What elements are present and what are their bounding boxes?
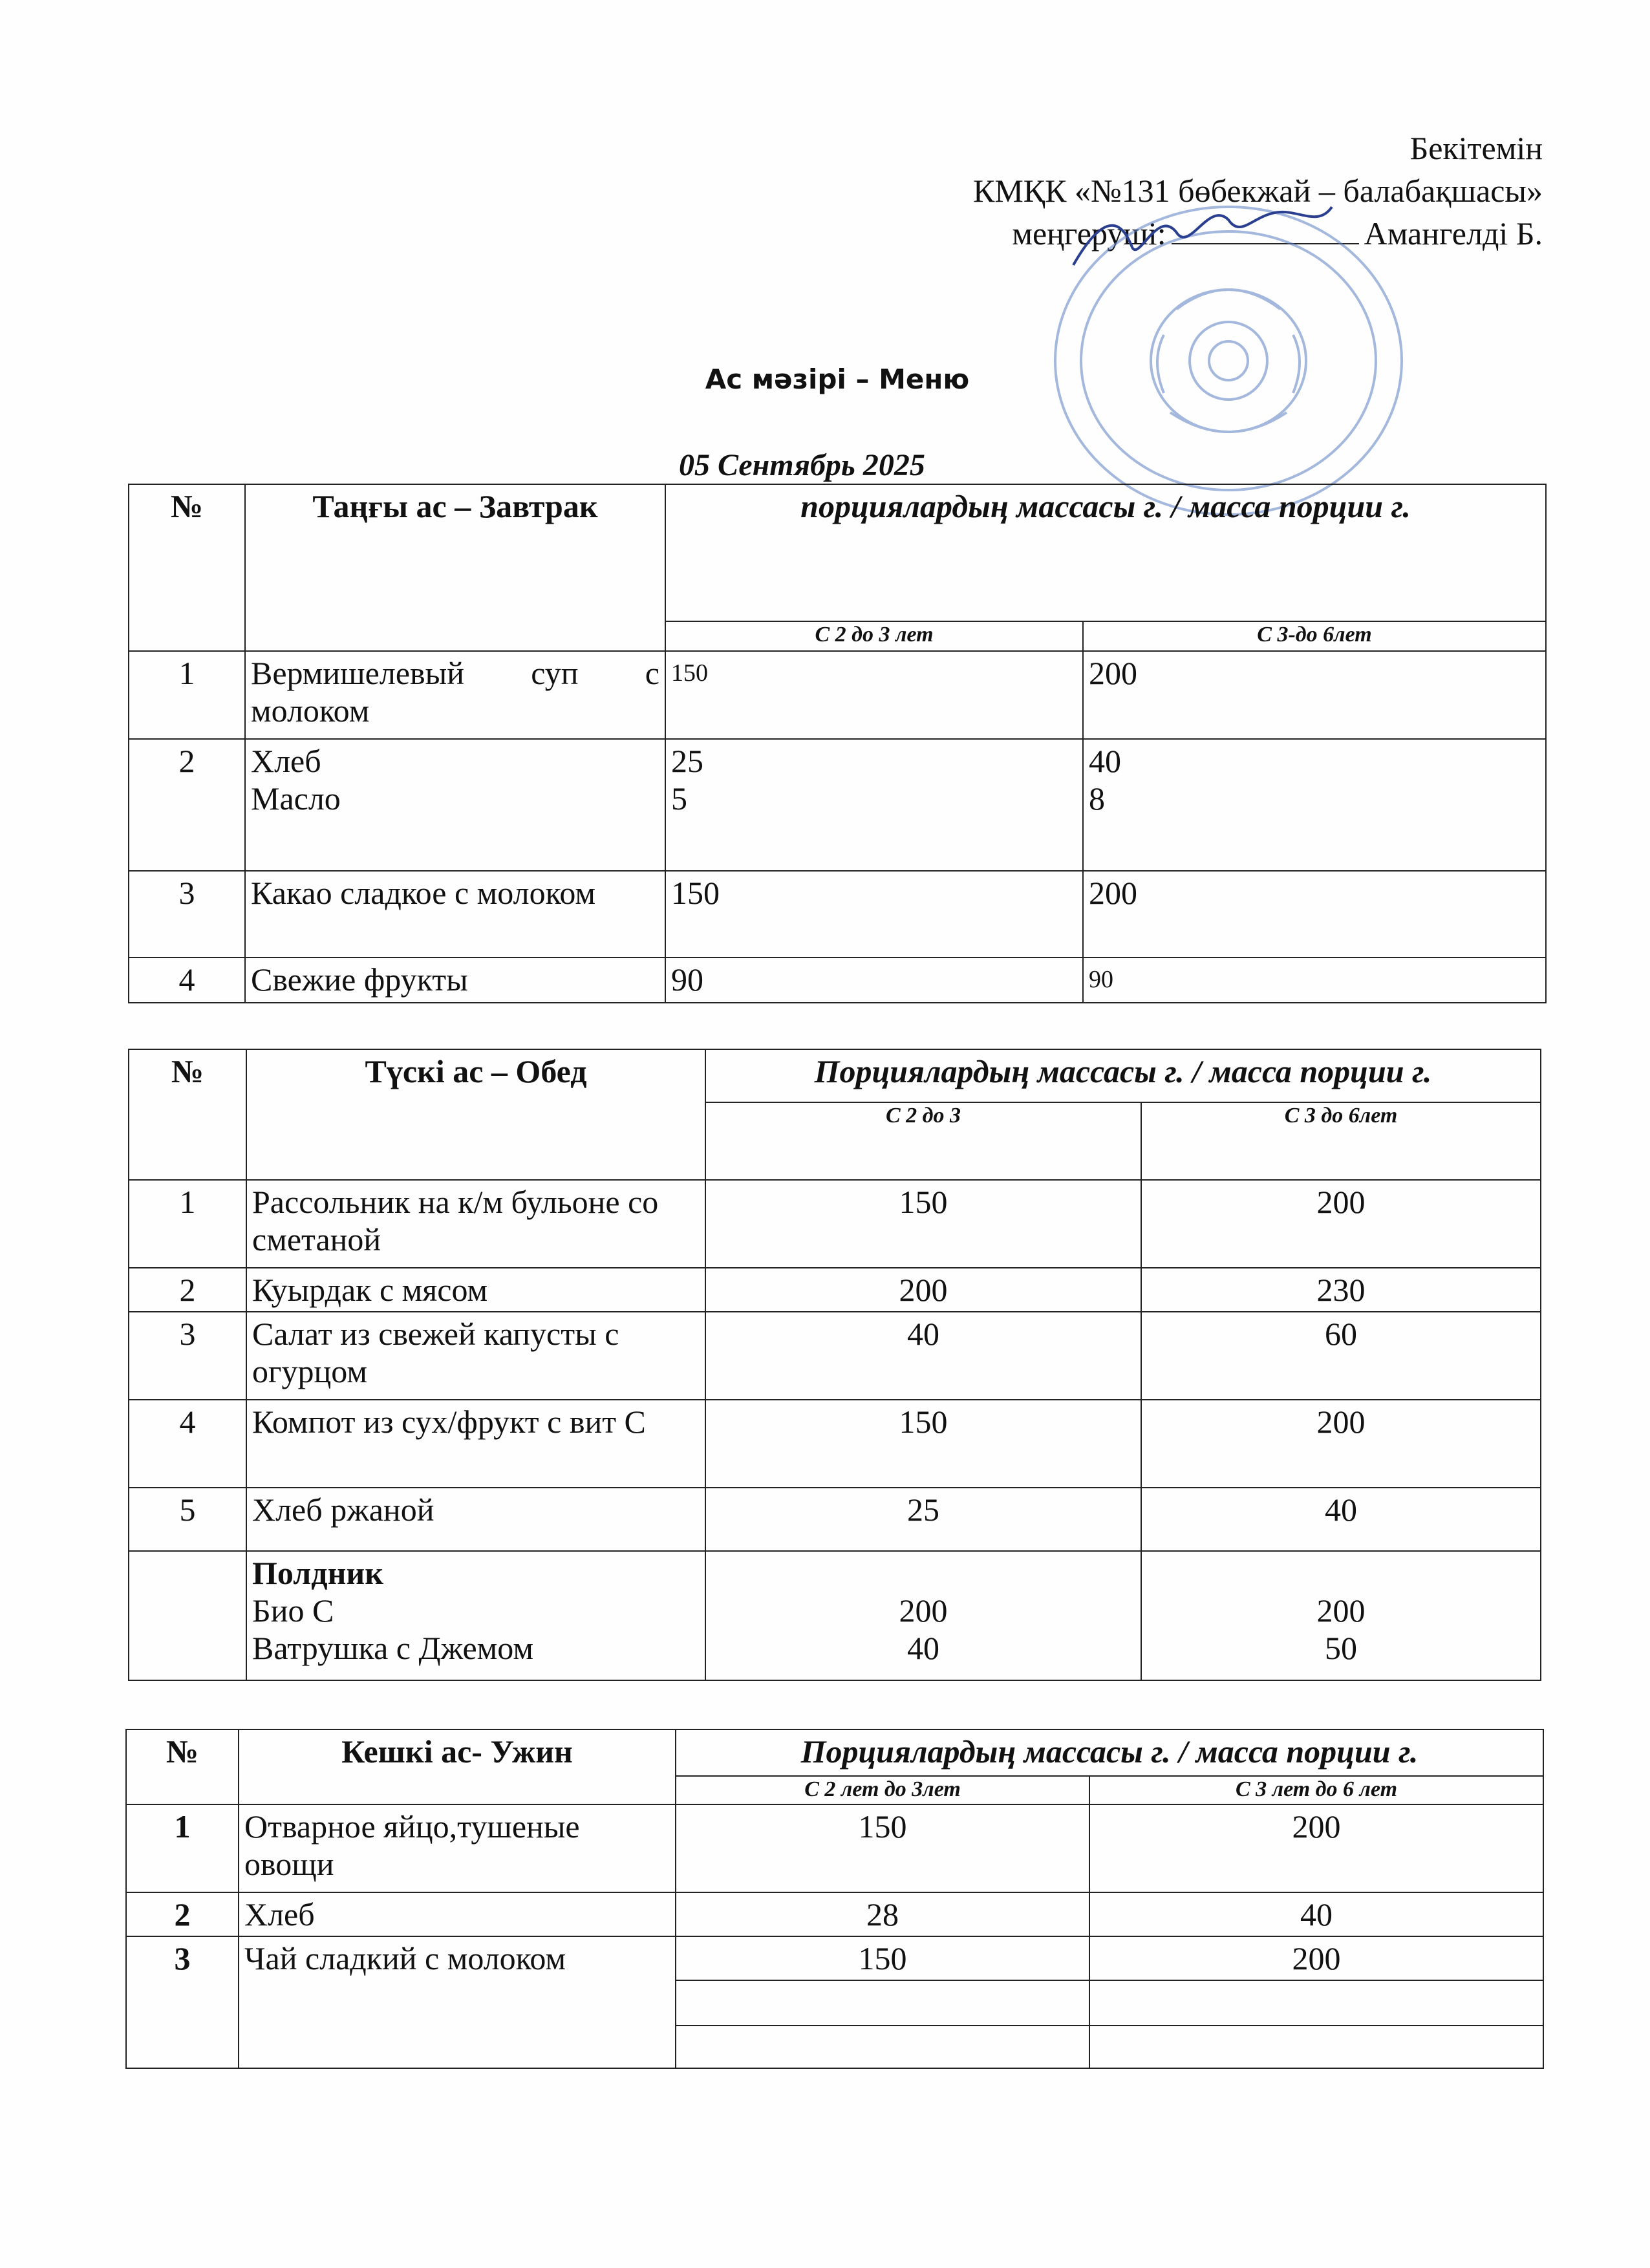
breakfast-header-row (129, 484, 1546, 621)
row-number: 2 (126, 1892, 239, 1936)
portion-age1: 40 (705, 1312, 1141, 1400)
age-group-2: С 3 лет до 6 лет (1089, 1776, 1543, 1804)
portion-age1: 150 (705, 1180, 1141, 1268)
row-number: 4 (129, 1400, 246, 1488)
dish-name: Отварное яйцо,тушеные овощи (239, 1804, 676, 1892)
snack-title: Полдник (252, 1555, 384, 1591)
dish-name: Вермишелевый суп с молоком (245, 651, 665, 739)
age-group-1: С 2 лет до 3лет (676, 1776, 1089, 1804)
col-mass-header: Порциялардың массасы г. / масса порции г. (705, 1049, 1541, 1102)
portion-age2: 90 (1083, 957, 1546, 1003)
table-row (129, 1400, 1541, 1488)
dish-name: Свежие фрукты (245, 957, 665, 1003)
row-number: 3 (126, 1936, 239, 2068)
portion-age1: 28 (676, 1892, 1089, 1936)
col-meal-header: Таңғы ас – Завтрак (245, 484, 665, 651)
table-row (129, 957, 1546, 1003)
empty-cell (676, 2026, 1089, 2068)
empty-cell (1089, 2026, 1543, 2068)
table-row (129, 739, 1546, 871)
document-title: Ас мәзірі – Меню (705, 363, 970, 395)
portion-age2: 200 (1089, 1804, 1543, 1892)
col-number-header: № (129, 1049, 246, 1180)
approval-line-2: КМҚК «№131 бөбекжай – балабақшасы» (972, 173, 1543, 209)
dish-name: Чай сладкий с молоком (239, 1936, 676, 2068)
dish-name: Рассольник на к/м бульоне со сметаной (246, 1180, 705, 1268)
portion-age2: 60 (1141, 1312, 1541, 1400)
row-number: 3 (129, 871, 245, 957)
row-number: 1 (129, 651, 245, 739)
row-number: 1 (126, 1804, 239, 1892)
approval-position: меңгеруші: (1012, 215, 1166, 251)
snack-cell (246, 1551, 705, 1680)
approval-line-1: Бекітемін (1409, 130, 1543, 166)
dinner-header-row (126, 1729, 1543, 1776)
age-group-1: С 2 до 3 (705, 1102, 1141, 1180)
portion-age1: 150 (665, 651, 1083, 739)
col-meal-header: Түскі ас – Обед (246, 1049, 705, 1180)
portion-age1: 150 (705, 1400, 1141, 1488)
signature (1060, 194, 1338, 278)
portion-age1: 200 40 (705, 1551, 1141, 1680)
portion-age1: 25 5 (665, 739, 1083, 871)
dish-name: Хлеб (239, 1892, 676, 1936)
table-row (126, 1892, 1543, 1936)
row-number: 2 (129, 1268, 246, 1312)
table-row (129, 651, 1546, 739)
portion-age2: 40 8 (1083, 739, 1546, 871)
lunch-table (128, 1049, 1541, 1681)
dish-name: Хлеб ржаной (246, 1488, 705, 1551)
age-group-2: С 3 до 6лет (1141, 1102, 1541, 1180)
portion-age2: 200 (1141, 1180, 1541, 1268)
table-row (129, 1180, 1541, 1268)
table-row (129, 1268, 1541, 1312)
dish-name: Хлеб Масло (245, 739, 665, 871)
portion-age1: 25 (705, 1488, 1141, 1551)
snack-number-cell (129, 1551, 246, 1680)
row-number: 5 (129, 1488, 246, 1551)
dish-name: Куырдак с мясом (246, 1268, 705, 1312)
col-number-header: № (126, 1729, 239, 1804)
col-mass-header: порциялардың массасы г. / масса порции г. (665, 484, 1546, 621)
age-group-1: С 2 до 3 лет (665, 621, 1083, 651)
portion-age1: 90 (665, 957, 1083, 1003)
portion-age1: 200 (705, 1268, 1141, 1312)
col-mass-header: Порциялардың массасы г. / масса порции г. (676, 1729, 1543, 1776)
portion-age2: 230 (1141, 1268, 1541, 1312)
row-number: 1 (129, 1180, 246, 1268)
portion-age1: 150 (676, 1804, 1089, 1892)
snack-row (129, 1551, 1541, 1680)
portion-age2: 200 (1141, 1400, 1541, 1488)
portion-age2: 200 (1083, 871, 1546, 957)
portion-age2: 200 (1083, 651, 1546, 739)
table-row (126, 1936, 1543, 1980)
snack-items: Био С Ватрушка с Джемом (252, 1592, 533, 1666)
table-row (129, 1488, 1541, 1551)
row-number: 3 (129, 1312, 246, 1400)
row-number: 2 (129, 739, 245, 871)
dish-name: Компот из сух/фрукт с вит С (246, 1400, 705, 1488)
table-row (126, 1804, 1543, 1892)
portion-age1: 150 (665, 871, 1083, 957)
empty-cell (676, 1980, 1089, 2026)
empty-cell (1089, 1980, 1543, 2026)
table-row (129, 871, 1546, 957)
approval-name: Амангелді Б. (1364, 215, 1543, 251)
portion-age2: 40 (1089, 1892, 1543, 1936)
dish-name: Какао сладкое с молоком (245, 871, 665, 957)
col-meal-header: Кешкі ас- Ужин (239, 1729, 676, 1804)
dinner-table (125, 1729, 1544, 2069)
portion-age2: 200 (1089, 1936, 1543, 1980)
portion-age2: 40 (1141, 1488, 1541, 1551)
breakfast-table (128, 484, 1547, 1003)
dish-name: Салат из свежей капусты с огурцом (246, 1312, 705, 1400)
table-row (129, 1312, 1541, 1400)
row-number: 4 (129, 957, 245, 1003)
col-number-header: № (129, 484, 245, 651)
lunch-header-row (129, 1049, 1541, 1102)
age-group-2: С 3-до 6лет (1083, 621, 1546, 651)
portion-age1: 150 (676, 1936, 1089, 1980)
document-date: 05 Сентябрь 2025 (679, 448, 925, 482)
portion-age2: 200 50 (1141, 1551, 1541, 1680)
